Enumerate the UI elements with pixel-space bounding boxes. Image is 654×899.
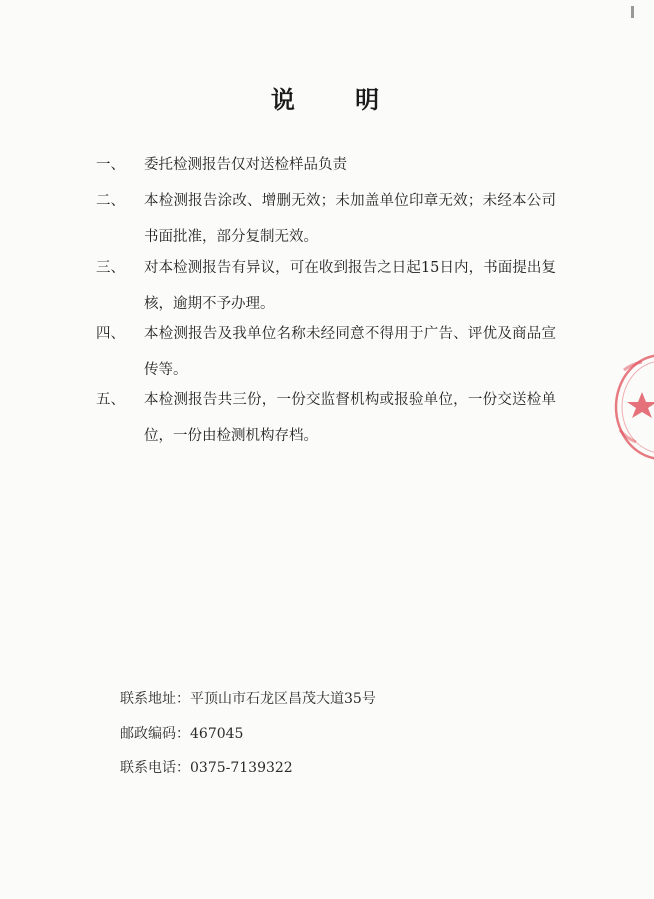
clause-text: 本检测报告共三份，一份交监督机构或报验单位，一份交送检单位，一份由检测机构存档。: [144, 392, 556, 444]
clause-number: 二、: [96, 193, 125, 209]
page-title: 说 明: [270, 85, 406, 114]
clause-number: 四、: [96, 326, 125, 342]
clause-5: [96, 382, 556, 454]
clause-4: [96, 316, 556, 388]
phone-value: 0375-7139322: [190, 760, 293, 776]
address-value: 平顶山市石龙区昌茂大道35号: [190, 691, 376, 707]
contact-address: [120, 688, 376, 708]
contact-phone: [120, 757, 293, 777]
scan-mark-icon: [630, 6, 636, 18]
postcode-label: 邮政编码：: [120, 726, 190, 742]
clause-text: 委托检测报告仅对送检样品负责: [144, 157, 347, 173]
phone-label: 联系电话：: [120, 760, 190, 776]
clause-number: 三、: [96, 260, 125, 276]
clause-3: [96, 250, 556, 322]
seal-stamp-icon: [610, 350, 654, 465]
clause-text: 本检测报告及我单位名称未经同意不得用于广告、评优及商品宣传等。: [144, 326, 556, 378]
contact-postcode: [120, 723, 243, 743]
clause-text: 对本检测报告有异议，可在收到报告之日起15日内，书面提出复核，逾期不予办理。: [144, 260, 556, 312]
clause-number: 五、: [96, 392, 125, 408]
address-label: 联系地址：: [120, 691, 190, 707]
postcode-value: 467045: [190, 726, 244, 742]
clause-2: [96, 183, 556, 255]
clause-1: [96, 147, 556, 183]
clause-text: 本检测报告涂改、增删无效；未加盖单位印章无效；未经本公司书面批准，部分复制无效。: [144, 193, 556, 245]
clause-number: 一、: [96, 157, 125, 173]
